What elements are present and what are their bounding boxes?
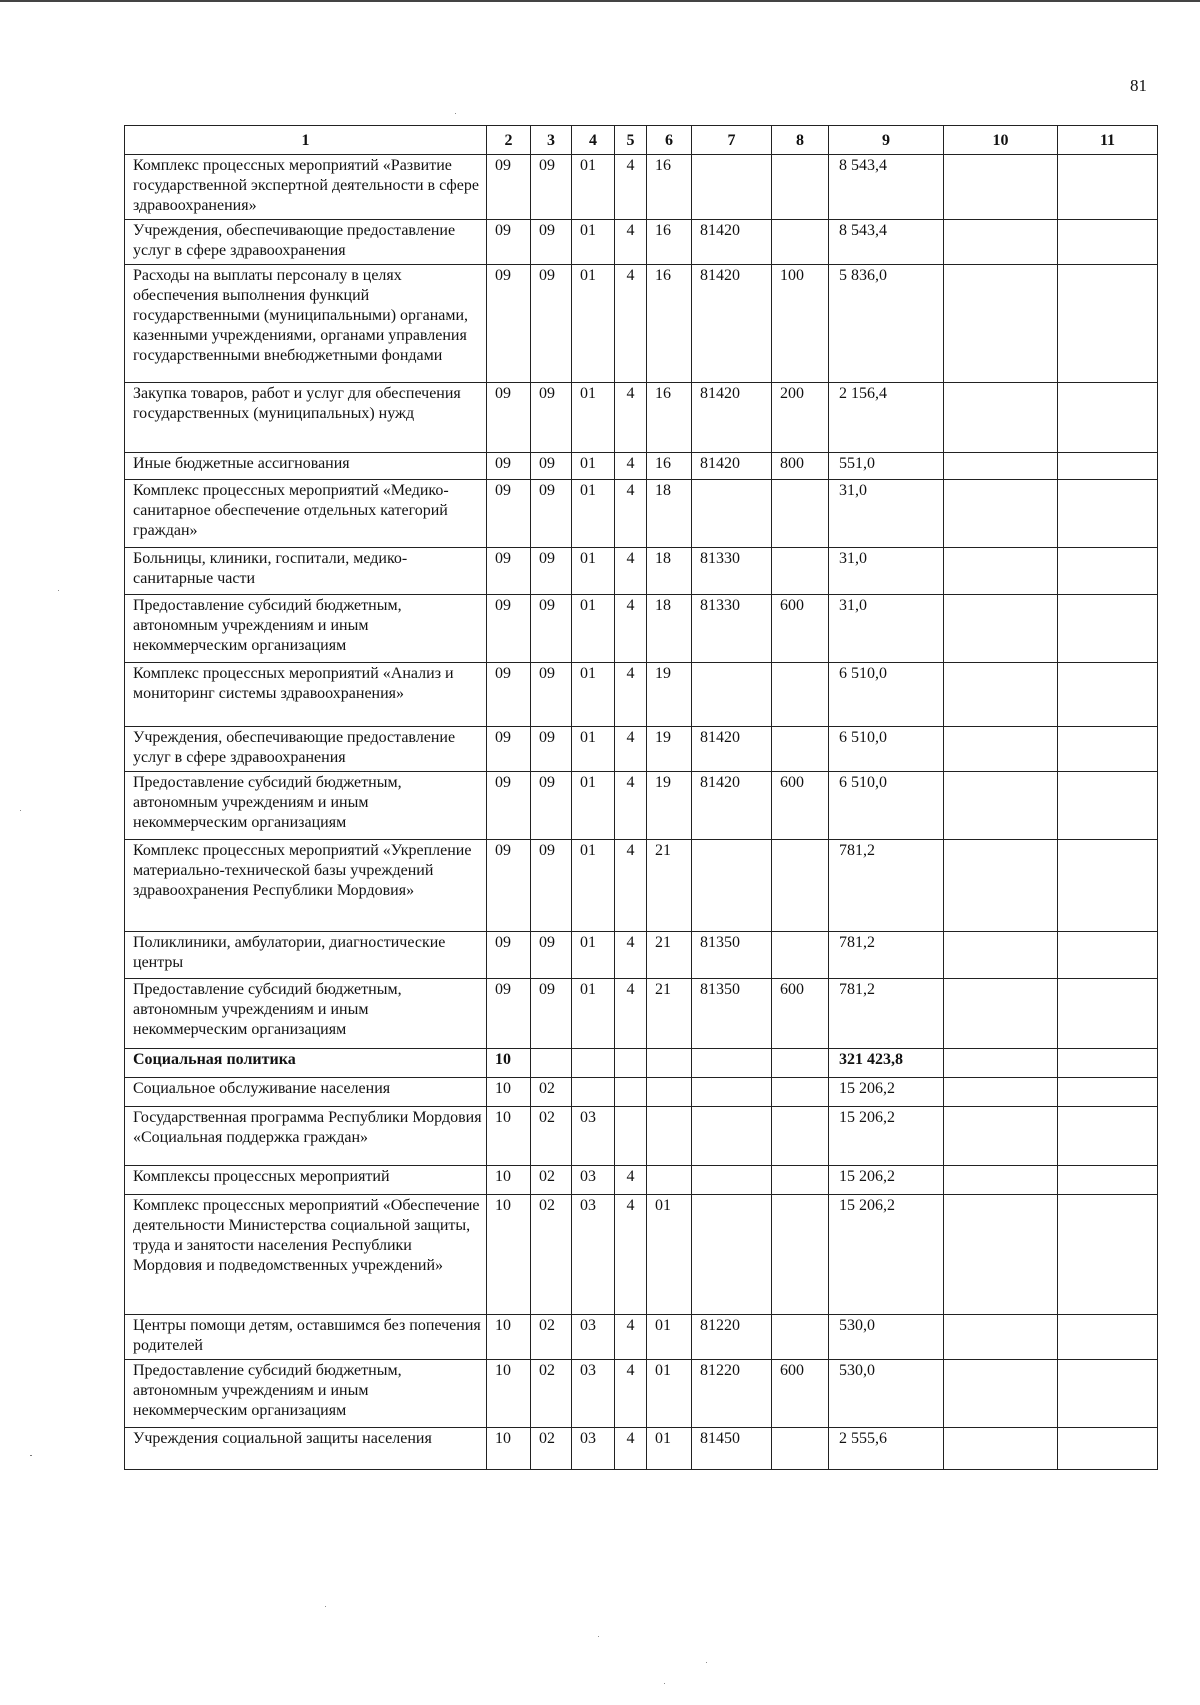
code-cell-4: 03	[572, 1166, 615, 1195]
table-row	[125, 453, 1158, 480]
code-cell-8: 800	[772, 453, 829, 480]
code-cell-6: 01	[647, 1428, 692, 1470]
code-cell-4: 01	[572, 663, 615, 727]
code-cell-11	[1058, 727, 1158, 772]
code-cell-2: 09	[487, 595, 531, 663]
code-cell-7: 81220	[692, 1315, 772, 1360]
code-cell-7	[692, 1078, 772, 1107]
code-cell-8	[772, 155, 829, 220]
code-cell-2: 10	[487, 1195, 531, 1315]
code-cell-6: 16	[647, 155, 692, 220]
code-cell-7: 81420	[692, 453, 772, 480]
code-cell-6: 21	[647, 840, 692, 932]
code-cell-6: 19	[647, 772, 692, 840]
code-cell-10	[944, 453, 1058, 480]
code-cell-8	[772, 1428, 829, 1470]
amount-cell: 5 836,0	[829, 265, 944, 383]
code-cell-5: 4	[615, 1360, 647, 1428]
code-cell-3: 02	[531, 1315, 572, 1360]
amount-cell: 8 543,4	[829, 155, 944, 220]
code-cell-5: 4	[615, 932, 647, 979]
code-cell-7: 81420	[692, 383, 772, 453]
code-cell-8	[772, 1107, 829, 1166]
scan-speck	[598, 1636, 599, 1637]
code-cell-3	[531, 1049, 572, 1078]
code-cell-11	[1058, 1107, 1158, 1166]
scan-speck	[58, 590, 59, 591]
column-header-10: 10	[944, 126, 1058, 155]
code-cell-5: 4	[615, 595, 647, 663]
code-cell-10	[944, 772, 1058, 840]
scan-speck	[664, 1683, 665, 1684]
table-row	[125, 1049, 1158, 1078]
code-cell-11	[1058, 155, 1158, 220]
code-cell-8	[772, 480, 829, 548]
code-cell-3: 09	[531, 155, 572, 220]
code-cell-4: 01	[572, 480, 615, 548]
row-label: Больницы, клиники, госпитали, медико-санитарные части	[125, 548, 487, 595]
code-cell-7: 81420	[692, 220, 772, 265]
code-cell-5: 4	[615, 840, 647, 932]
code-cell-6	[647, 1078, 692, 1107]
code-cell-5	[615, 1049, 647, 1078]
row-label: Расходы на выплаты персоналу в целях обеспечения выполнения функций государственными (муниципальными) органами, казенными учреждениями, органами управления государственными внебюджетными фондами	[125, 265, 487, 383]
code-cell-10	[944, 1360, 1058, 1428]
amount-cell: 321 423,8	[829, 1049, 944, 1078]
code-cell-11	[1058, 453, 1158, 480]
code-cell-11	[1058, 1049, 1158, 1078]
code-cell-3: 09	[531, 480, 572, 548]
code-cell-8	[772, 932, 829, 979]
code-cell-5: 4	[615, 265, 647, 383]
code-cell-2: 09	[487, 772, 531, 840]
code-cell-4: 01	[572, 220, 615, 265]
code-cell-3: 02	[531, 1360, 572, 1428]
code-cell-10	[944, 1195, 1058, 1315]
amount-cell: 31,0	[829, 548, 944, 595]
amount-cell: 31,0	[829, 480, 944, 548]
code-cell-10	[944, 1049, 1058, 1078]
code-cell-7: 81330	[692, 548, 772, 595]
code-cell-7: 81350	[692, 932, 772, 979]
code-cell-7	[692, 1107, 772, 1166]
code-cell-3: 09	[531, 772, 572, 840]
code-cell-4: 03	[572, 1107, 615, 1166]
code-cell-6: 01	[647, 1315, 692, 1360]
code-cell-3: 09	[531, 548, 572, 595]
code-cell-5	[615, 1078, 647, 1107]
code-cell-11	[1058, 265, 1158, 383]
table-header-row	[125, 126, 1158, 155]
code-cell-8	[772, 1195, 829, 1315]
code-cell-3: 09	[531, 663, 572, 727]
table-row	[125, 265, 1158, 383]
code-cell-7	[692, 1195, 772, 1315]
code-cell-4: 01	[572, 383, 615, 453]
code-cell-7: 81220	[692, 1360, 772, 1428]
table-row	[125, 979, 1158, 1049]
table-row	[125, 480, 1158, 548]
code-cell-8	[772, 840, 829, 932]
code-cell-8	[772, 548, 829, 595]
table-row	[125, 663, 1158, 727]
code-cell-5: 4	[615, 155, 647, 220]
column-header-7: 7	[692, 126, 772, 155]
code-cell-6	[647, 1166, 692, 1195]
row-label: Поликлиники, амбулатории, диагностические центры	[125, 932, 487, 979]
amount-cell: 781,2	[829, 932, 944, 979]
code-cell-5: 4	[615, 220, 647, 265]
table-row	[125, 1166, 1158, 1195]
code-cell-7	[692, 663, 772, 727]
code-cell-8	[772, 1166, 829, 1195]
amount-cell: 551,0	[829, 453, 944, 480]
code-cell-11	[1058, 772, 1158, 840]
code-cell-2: 09	[487, 663, 531, 727]
column-header-4: 4	[572, 126, 615, 155]
code-cell-10	[944, 1166, 1058, 1195]
row-label: Комплекс процессных мероприятий «Укрепление материально-технической базы учреждений здравоохранения Республики Мордовия»	[125, 840, 487, 932]
column-header-3: 3	[531, 126, 572, 155]
budget-table	[124, 125, 1158, 1470]
code-cell-10	[944, 383, 1058, 453]
code-cell-6: 21	[647, 932, 692, 979]
code-cell-2: 09	[487, 383, 531, 453]
amount-cell: 781,2	[829, 840, 944, 932]
code-cell-2: 10	[487, 1315, 531, 1360]
code-cell-11	[1058, 220, 1158, 265]
code-cell-8: 600	[772, 1360, 829, 1428]
code-cell-10	[944, 1107, 1058, 1166]
code-cell-11	[1058, 480, 1158, 548]
code-cell-10	[944, 265, 1058, 383]
amount-cell: 6 510,0	[829, 772, 944, 840]
scan-speck	[325, 1606, 326, 1607]
amount-cell: 31,0	[829, 595, 944, 663]
table-body	[125, 155, 1158, 1470]
code-cell-5: 4	[615, 1166, 647, 1195]
code-cell-3: 09	[531, 220, 572, 265]
code-cell-4: 01	[572, 265, 615, 383]
amount-cell: 2 156,4	[829, 383, 944, 453]
code-cell-10	[944, 1315, 1058, 1360]
code-cell-11	[1058, 932, 1158, 979]
code-cell-11	[1058, 383, 1158, 453]
table-row	[125, 1428, 1158, 1470]
code-cell-7: 81420	[692, 265, 772, 383]
table-row	[125, 220, 1158, 265]
code-cell-7	[692, 155, 772, 220]
table-row	[125, 383, 1158, 453]
table-row	[125, 932, 1158, 979]
code-cell-6: 18	[647, 548, 692, 595]
table-row	[125, 840, 1158, 932]
code-cell-8	[772, 727, 829, 772]
code-cell-10	[944, 932, 1058, 979]
code-cell-4: 01	[572, 840, 615, 932]
column-header-6: 6	[647, 126, 692, 155]
code-cell-2: 09	[487, 220, 531, 265]
column-header-11: 11	[1058, 126, 1158, 155]
code-cell-10	[944, 155, 1058, 220]
row-label: Предоставление субсидий бюджетным, автономным учреждениям и иным некоммерческим организациям	[125, 595, 487, 663]
code-cell-11	[1058, 1166, 1158, 1195]
code-cell-6: 18	[647, 595, 692, 663]
code-cell-11	[1058, 840, 1158, 932]
code-cell-6: 19	[647, 727, 692, 772]
code-cell-2: 09	[487, 453, 531, 480]
code-cell-7: 81450	[692, 1428, 772, 1470]
code-cell-8: 600	[772, 979, 829, 1049]
code-cell-2: 09	[487, 265, 531, 383]
code-cell-2: 10	[487, 1049, 531, 1078]
code-cell-8: 100	[772, 265, 829, 383]
amount-cell: 15 206,2	[829, 1107, 944, 1166]
code-cell-7: 81420	[692, 727, 772, 772]
code-cell-8: 600	[772, 772, 829, 840]
code-cell-2: 09	[487, 480, 531, 548]
column-header-2: 2	[487, 126, 531, 155]
code-cell-11	[1058, 979, 1158, 1049]
code-cell-10	[944, 727, 1058, 772]
code-cell-5: 4	[615, 727, 647, 772]
code-cell-2: 10	[487, 1428, 531, 1470]
code-cell-8: 200	[772, 383, 829, 453]
code-cell-3: 02	[531, 1078, 572, 1107]
code-cell-6: 21	[647, 979, 692, 1049]
scan-speck	[30, 1455, 32, 1456]
amount-cell: 15 206,2	[829, 1166, 944, 1195]
code-cell-2: 09	[487, 840, 531, 932]
code-cell-2: 09	[487, 548, 531, 595]
code-cell-11	[1058, 1428, 1158, 1470]
code-cell-5: 4	[615, 480, 647, 548]
code-cell-3: 09	[531, 727, 572, 772]
amount-cell: 8 543,4	[829, 220, 944, 265]
code-cell-8	[772, 1315, 829, 1360]
code-cell-4: 03	[572, 1428, 615, 1470]
code-cell-10	[944, 1078, 1058, 1107]
code-cell-7: 81420	[692, 772, 772, 840]
code-cell-7	[692, 840, 772, 932]
code-cell-6: 01	[647, 1195, 692, 1315]
scan-top-edge	[0, 0, 1200, 2]
scan-speck	[455, 113, 456, 114]
code-cell-4	[572, 1049, 615, 1078]
code-cell-2: 10	[487, 1360, 531, 1428]
row-label: Учреждения, обеспечивающие предоставление услуг в сфере здравоохранения	[125, 220, 487, 265]
code-cell-4: 01	[572, 727, 615, 772]
code-cell-8	[772, 1078, 829, 1107]
code-cell-6: 16	[647, 383, 692, 453]
code-cell-3: 02	[531, 1107, 572, 1166]
row-label: Закупка товаров, работ и услуг для обеспечения государственных (муниципальных) нужд	[125, 383, 487, 453]
code-cell-6	[647, 1107, 692, 1166]
code-cell-10	[944, 480, 1058, 548]
table-row	[125, 1360, 1158, 1428]
page-number: 81	[1130, 76, 1147, 95]
table-row	[125, 1078, 1158, 1107]
code-cell-4: 01	[572, 932, 615, 979]
row-label: Предоставление субсидий бюджетным, автономным учреждениям и иным некоммерческим организациям	[125, 1360, 487, 1428]
code-cell-11	[1058, 663, 1158, 727]
code-cell-11	[1058, 1315, 1158, 1360]
code-cell-4: 01	[572, 155, 615, 220]
table-row	[125, 595, 1158, 663]
code-cell-4: 01	[572, 548, 615, 595]
row-label: Комплекс процессных мероприятий «Развитие государственной экспертной деятельности в сфере здравоохранения»	[125, 155, 487, 220]
code-cell-11	[1058, 548, 1158, 595]
row-label: Социальное обслуживание населения	[125, 1078, 487, 1107]
scan-speck	[706, 1662, 707, 1663]
amount-cell: 530,0	[829, 1360, 944, 1428]
code-cell-4: 01	[572, 453, 615, 480]
code-cell-8	[772, 663, 829, 727]
code-cell-5: 4	[615, 1195, 647, 1315]
code-cell-2: 09	[487, 155, 531, 220]
code-cell-4: 03	[572, 1315, 615, 1360]
code-cell-5: 4	[615, 383, 647, 453]
amount-cell: 530,0	[829, 1315, 944, 1360]
code-cell-4	[572, 1078, 615, 1107]
code-cell-7: 81330	[692, 595, 772, 663]
code-cell-3: 09	[531, 840, 572, 932]
code-cell-5: 4	[615, 663, 647, 727]
code-cell-8	[772, 1049, 829, 1078]
row-label: Предоставление субсидий бюджетным, автономным учреждениям и иным некоммерческим организациям	[125, 772, 487, 840]
code-cell-2: 09	[487, 979, 531, 1049]
amount-cell: 6 510,0	[829, 727, 944, 772]
row-label: Иные бюджетные ассигнования	[125, 453, 487, 480]
code-cell-5: 4	[615, 548, 647, 595]
code-cell-10	[944, 1428, 1058, 1470]
code-cell-4: 03	[572, 1360, 615, 1428]
table-row	[125, 1315, 1158, 1360]
code-cell-5: 4	[615, 1428, 647, 1470]
row-label: Учреждения, обеспечивающие предоставление услуг в сфере здравоохранения	[125, 727, 487, 772]
table-row	[125, 1107, 1158, 1166]
column-header-8: 8	[772, 126, 829, 155]
code-cell-4: 03	[572, 1195, 615, 1315]
code-cell-3: 09	[531, 453, 572, 480]
table-row	[125, 548, 1158, 595]
code-cell-5: 4	[615, 1315, 647, 1360]
scan-speck	[20, 810, 21, 811]
code-cell-10	[944, 663, 1058, 727]
code-cell-6: 16	[647, 453, 692, 480]
row-label: Комплекс процессных мероприятий «Медико-санитарное обеспечение отдельных категорий граждан»	[125, 480, 487, 548]
code-cell-11	[1058, 1360, 1158, 1428]
column-header-1: 1	[125, 126, 487, 155]
code-cell-6: 18	[647, 480, 692, 548]
code-cell-6: 19	[647, 663, 692, 727]
amount-cell: 15 206,2	[829, 1195, 944, 1315]
table-row	[125, 772, 1158, 840]
code-cell-8: 600	[772, 595, 829, 663]
column-header-9: 9	[829, 126, 944, 155]
code-cell-3: 09	[531, 932, 572, 979]
code-cell-10	[944, 595, 1058, 663]
row-label: Комплексы процессных мероприятий	[125, 1166, 487, 1195]
row-label: Социальная политика	[125, 1049, 487, 1078]
code-cell-3: 09	[531, 383, 572, 453]
row-label: Комплекс процессных мероприятий «Обеспечение деятельности Министерства социальной защиты, труда и занятости населения Республики Мордовия и подведомственных учреждений»	[125, 1195, 487, 1315]
code-cell-2: 10	[487, 1107, 531, 1166]
code-cell-3: 02	[531, 1195, 572, 1315]
code-cell-2: 09	[487, 932, 531, 979]
column-header-5: 5	[615, 126, 647, 155]
code-cell-10	[944, 220, 1058, 265]
code-cell-5	[615, 1107, 647, 1166]
code-cell-2: 10	[487, 1166, 531, 1195]
code-cell-11	[1058, 1195, 1158, 1315]
code-cell-4: 01	[572, 595, 615, 663]
code-cell-10	[944, 548, 1058, 595]
code-cell-6	[647, 1049, 692, 1078]
row-label: Учреждения социальной защиты населения	[125, 1428, 487, 1470]
code-cell-3: 09	[531, 265, 572, 383]
row-label: Комплекс процессных мероприятий «Анализ и мониторинг системы здравоохранения»	[125, 663, 487, 727]
code-cell-6: 16	[647, 220, 692, 265]
code-cell-7	[692, 1049, 772, 1078]
code-cell-5: 4	[615, 979, 647, 1049]
code-cell-7	[692, 1166, 772, 1195]
amount-cell: 781,2	[829, 979, 944, 1049]
code-cell-7: 81350	[692, 979, 772, 1049]
code-cell-3: 09	[531, 979, 572, 1049]
code-cell-11	[1058, 595, 1158, 663]
table-row	[125, 155, 1158, 220]
code-cell-2: 10	[487, 1078, 531, 1107]
code-cell-2: 09	[487, 727, 531, 772]
code-cell-8	[772, 220, 829, 265]
code-cell-5: 4	[615, 772, 647, 840]
code-cell-3: 02	[531, 1428, 572, 1470]
code-cell-6: 16	[647, 265, 692, 383]
code-cell-4: 01	[572, 772, 615, 840]
code-cell-7	[692, 480, 772, 548]
amount-cell: 15 206,2	[829, 1078, 944, 1107]
code-cell-11	[1058, 1078, 1158, 1107]
row-label: Государственная программа Республики Мордовия «Социальная поддержка граждан»	[125, 1107, 487, 1166]
code-cell-4: 01	[572, 979, 615, 1049]
code-cell-10	[944, 840, 1058, 932]
row-label: Центры помощи детям, оставшимся без попечения родителей	[125, 1315, 487, 1360]
row-label: Предоставление субсидий бюджетным, автономным учреждениям и иным некоммерческим организациям	[125, 979, 487, 1049]
code-cell-3: 02	[531, 1166, 572, 1195]
amount-cell: 6 510,0	[829, 663, 944, 727]
code-cell-10	[944, 979, 1058, 1049]
table-row	[125, 1195, 1158, 1315]
table-row	[125, 727, 1158, 772]
code-cell-5: 4	[615, 453, 647, 480]
code-cell-6: 01	[647, 1360, 692, 1428]
code-cell-3: 09	[531, 595, 572, 663]
amount-cell: 2 555,6	[829, 1428, 944, 1470]
